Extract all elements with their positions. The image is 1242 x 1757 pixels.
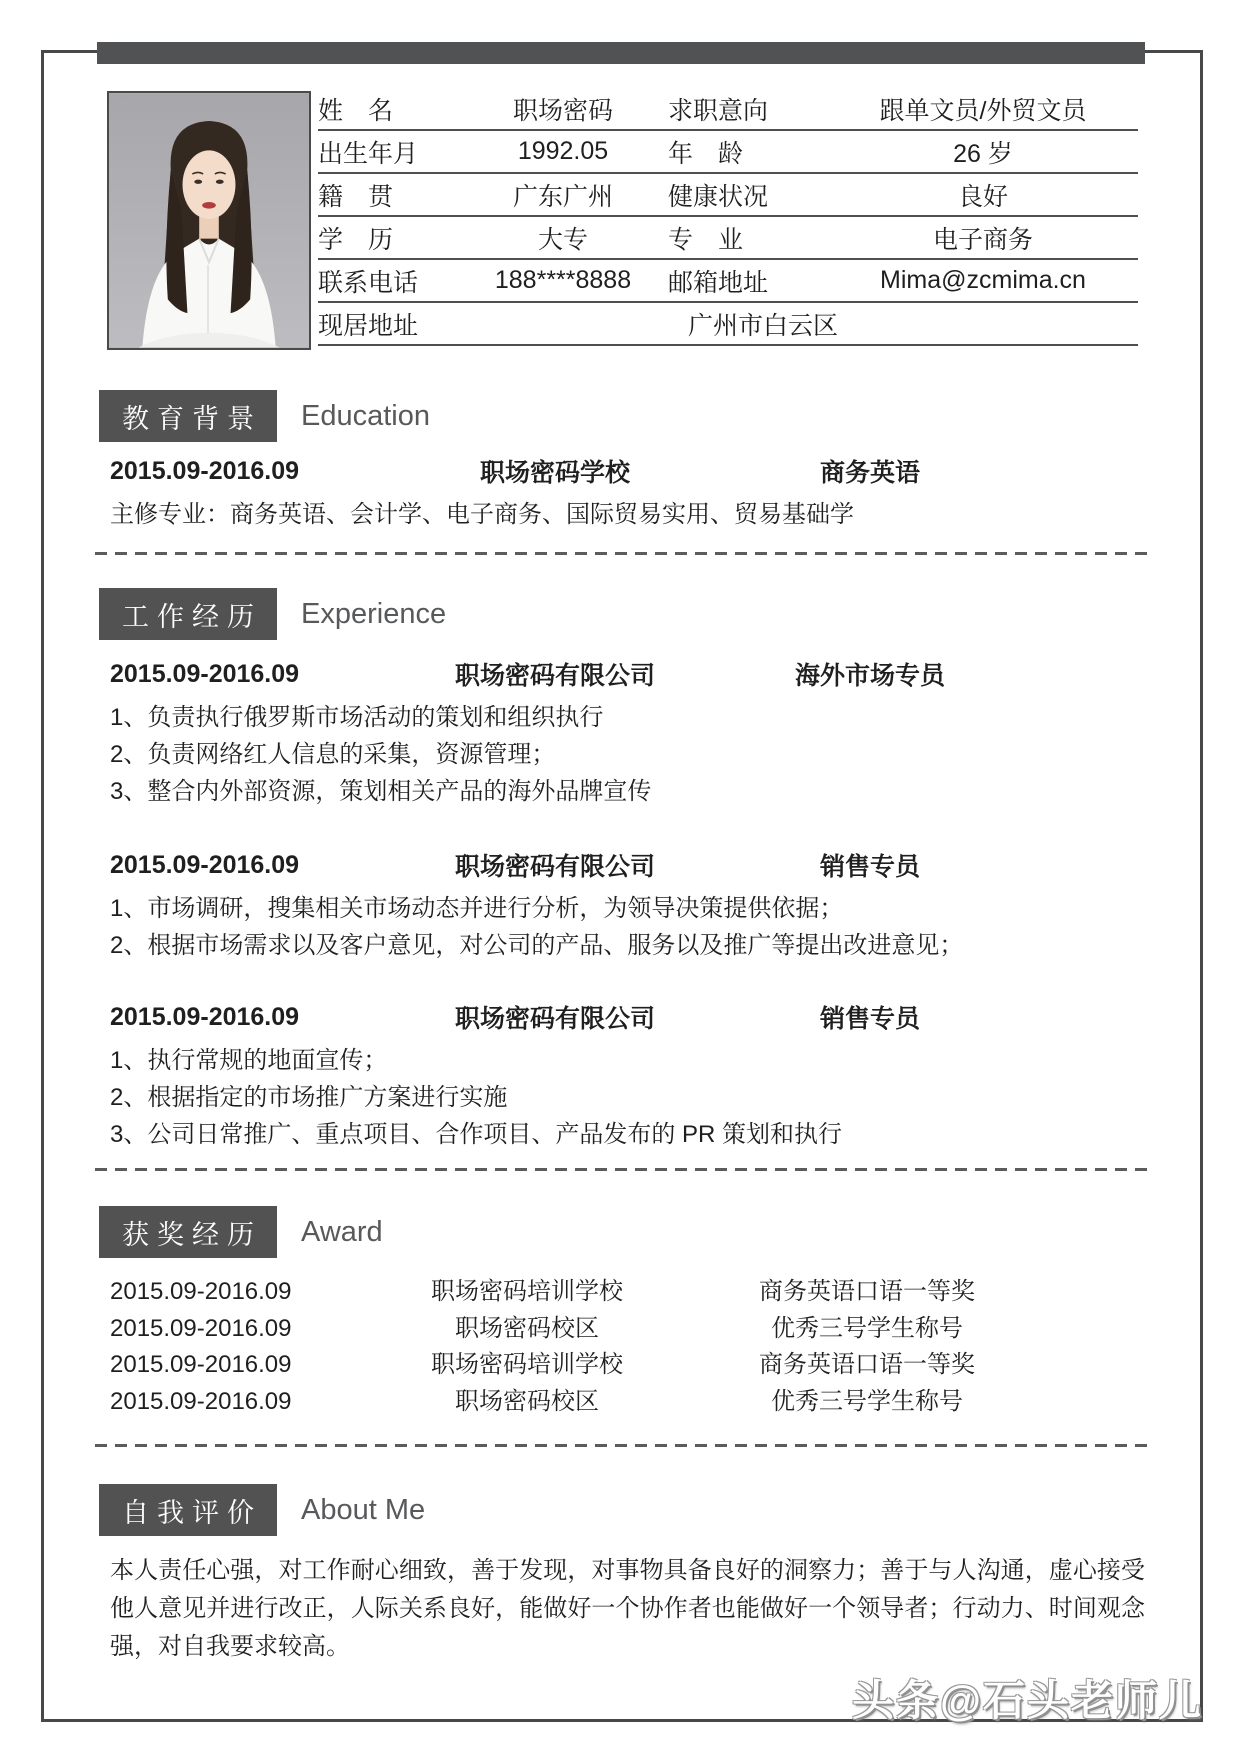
entry-role: 销售专员 <box>819 1005 920 1033</box>
field-value: 职场密码 <box>512 96 613 125</box>
profile-row-address <box>318 303 1138 346</box>
entry-org: 职场密码有限公司 <box>454 662 655 690</box>
job-entry <box>110 998 1150 1036</box>
section-header-experience <box>99 588 446 640</box>
entry-date: 2015.09-2016.09 <box>110 1002 300 1031</box>
education-entry <box>110 452 1150 490</box>
job-entry <box>110 655 1150 693</box>
field-label: 邮箱地址 <box>668 268 769 297</box>
field-value: Mima@zcmima.cn <box>880 266 1086 294</box>
award-date: 2015.09-2016.09 <box>110 1314 292 1342</box>
field-label: 健康状况 <box>668 182 769 211</box>
field-value: 大专 <box>537 225 588 254</box>
award-row <box>110 1311 1150 1348</box>
education-detail: 主修专业：商务英语、会计学、电子商务、国际贸易实用、贸易基础学 <box>110 501 854 528</box>
entry-date: 2015.09-2016.09 <box>110 850 300 879</box>
section-title-zh: 工作经历 <box>99 588 277 640</box>
award-row <box>110 1274 1150 1311</box>
field-label: 姓 名 <box>318 96 394 125</box>
section-header-award <box>99 1206 383 1258</box>
profile-row-education <box>318 217 1138 260</box>
section-title-en: Award <box>301 1215 383 1248</box>
field-value: 1992.05 <box>517 137 609 165</box>
award-date: 2015.09-2016.09 <box>110 1351 292 1378</box>
top-accent-bar <box>97 42 1145 64</box>
award-org: 职场密码培训学校 <box>431 1351 623 1378</box>
entry-role: 海外市场专员 <box>794 662 945 690</box>
profile-row-origin <box>318 174 1138 217</box>
profile-row-contact <box>318 260 1138 303</box>
field-label: 现居地址 <box>318 311 419 340</box>
job-entry <box>110 846 1150 884</box>
job-duty: 2、根据指定的市场推广方案进行实施 <box>110 1084 508 1111</box>
entry-date: 2015.09-2016.09 <box>110 456 300 485</box>
field-value: 广州市白云区 <box>687 311 838 340</box>
section-divider <box>95 1444 1152 1447</box>
field-value: 良好 <box>957 182 1008 211</box>
field-label: 求职意向 <box>668 96 769 125</box>
field-label: 专 业 <box>668 225 744 254</box>
award-title: 商务英语口语一等奖 <box>759 1351 975 1378</box>
job-duty: 1、市场调研，搜集相关市场动态并进行分析，为领导决策提供依据； <box>110 895 844 922</box>
section-divider <box>95 552 1152 555</box>
job-block <box>110 998 1150 1153</box>
job-duty: 1、负责执行俄罗斯市场活动的策划和组织执行 <box>110 704 604 731</box>
award-row <box>110 1347 1150 1384</box>
award-org: 职场密码校区 <box>455 1314 599 1342</box>
award-list <box>110 1274 1150 1420</box>
entry-role: 销售专员 <box>819 853 920 881</box>
award-title: 优秀三号学生称号 <box>771 1387 963 1415</box>
entry-major: 商务英语 <box>819 459 920 487</box>
entry-date: 2015.09-2016.09 <box>110 659 300 688</box>
job-block <box>110 846 1150 964</box>
section-title-zh: 自我评价 <box>99 1484 277 1536</box>
section-title-en: About Me <box>301 1493 426 1526</box>
job-duty: 3、公司日常推广、重点项目、合作项目、产品发布的 PR 策划和执行 <box>110 1121 843 1148</box>
award-date: 2015.09-2016.09 <box>110 1278 292 1305</box>
entry-org: 职场密码有限公司 <box>454 1005 655 1033</box>
profile-photo <box>107 91 311 350</box>
award-title: 优秀三号学生称号 <box>771 1314 963 1342</box>
profile-table <box>318 88 1138 346</box>
entry-org: 职场密码有限公司 <box>454 853 655 881</box>
entry-org: 职场密码学校 <box>479 459 630 487</box>
section-title-zh: 教育背景 <box>99 390 277 442</box>
award-row <box>110 1384 1150 1421</box>
section-header-education <box>99 390 430 442</box>
job-duty: 3、整合内外部资源，策划相关产品的海外品牌宣传 <box>110 778 652 805</box>
section-header-about <box>99 1484 425 1536</box>
job-block <box>110 655 1150 810</box>
watermark: 头条@石头老师儿 <box>852 1677 1203 1724</box>
field-label: 出生年月 <box>318 139 419 168</box>
section-divider <box>95 1168 1152 1171</box>
field-value: 电子商务 <box>932 225 1033 254</box>
section-title-zh: 获奖经历 <box>99 1206 277 1258</box>
job-duty: 2、负责网络红人信息的采集，资源管理； <box>110 741 556 768</box>
award-org: 职场密码培训学校 <box>431 1278 623 1305</box>
field-value: 188****8888 <box>494 266 632 294</box>
field-label: 籍 贯 <box>318 182 394 211</box>
section-title-en: Experience <box>301 597 447 630</box>
education-block <box>110 452 1150 533</box>
about-paragraph: 本人责任心强，对工作耐心细致，善于发现，对事物具备良好的洞察力；善于与人沟通，虚心接受他人意见并进行改正，人际关系良好，能做好一个协作者也能做好一个领导者；行动力、时间观念强，对自我要求较高。 <box>110 1557 1145 1660</box>
field-label: 年 龄 <box>668 139 744 168</box>
section-title-en: Education <box>301 399 430 432</box>
profile-row-birth <box>318 131 1138 174</box>
field-value: 广东广州 <box>512 182 613 211</box>
award-date: 2015.09-2016.09 <box>110 1387 292 1415</box>
field-value: 26 岁 <box>953 139 1013 168</box>
award-org: 职场密码校区 <box>455 1387 599 1415</box>
field-value: 跟单文员/外贸文员 <box>879 96 1087 125</box>
field-label: 学 历 <box>318 225 394 254</box>
job-duty: 1、执行常规的地面宣传； <box>110 1047 388 1074</box>
profile-row-name <box>318 88 1138 131</box>
award-title: 商务英语口语一等奖 <box>759 1278 975 1305</box>
portrait-illustration <box>109 93 309 348</box>
job-duty: 2、根据市场需求以及客户意见，对公司的产品、服务以及推广等提出改进意见； <box>110 932 964 959</box>
field-label: 联系电话 <box>318 268 419 297</box>
